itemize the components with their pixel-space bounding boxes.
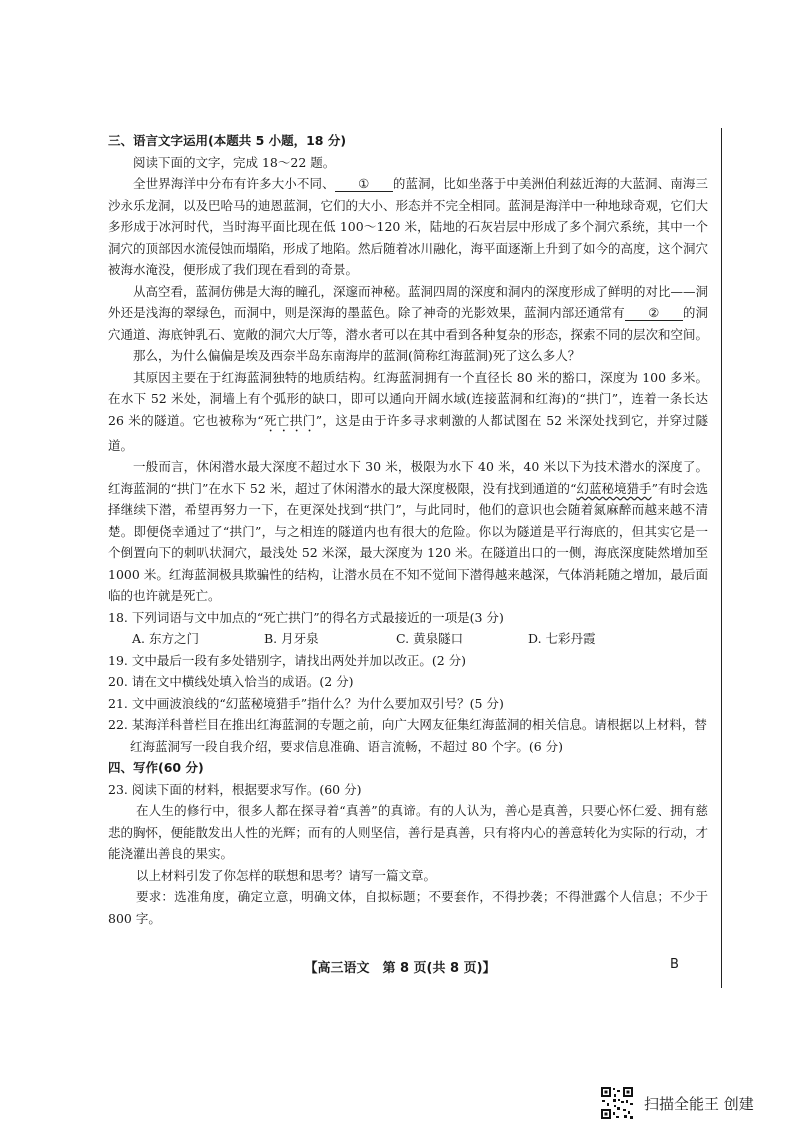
- passage-paragraph-2: [108, 281, 708, 346]
- para4-text-a: 其原因主要在于红海蓝洞独特的地质结构。红海蓝洞拥有一个直径长 80 米的豁口，深度为 100 多米。在水下 52 米处，洞墙上有个弧形的缺口，即可以通向开阔水域(连接蓝洞和红海)的“拱门”，连着一条长达 26 米的隧道。它也被称为“: [108, 369, 708, 428]
- section4-heading: 四、写作(60 分): [108, 760, 204, 775]
- para5-text-a: 一般而言，休闲潜水最大深度不超过水下 30 米，极限为水下 40 米，40 米以下为技术潜水的深度了。红海蓝洞的“拱门”在水下 52 米，超过了休闲潜水的最大深度极限，没有找到通道的“: [108, 459, 708, 496]
- essay-material: 在人生的修行中，很多人都在探寻着“真善”的真谛。有的人认为，善心是真善，只要心怀仁爱、拥有慈悲的胸怀，便能散发出人性的光辉；而有的人则坚信，善行是真善，只有将内心的善意转化为实际的行动，才能浇灌出善良的果实。: [108, 803, 709, 861]
- passage-paragraph-5: [108, 456, 708, 607]
- exam-page-content: [108, 130, 708, 929]
- question-20: 20. 请在文中横线处填入恰当的成语。(2 分): [108, 674, 354, 689]
- question-19: 19. 文中最后一段有多处错别字，请找出两处并加以改正。(2 分): [108, 652, 467, 668]
- para1-text-b: 的蓝洞，比如坐落于中美洲伯利兹近海的大蓝洞、南海三沙永乐龙洞，以及巴哈马的迪恩蓝洞，它们的大小、形态并不完全相同。蓝洞是海洋中一种地球奇观，它们大多形成于冰河时代，当时海平面比现在低 100～120 米，陆地的石灰岩层中形成了多个洞穴系统，其中一个洞穴的顶部因水流侵蚀而塌陷，形成了地陷。然后随着冰川融化，海平面逐渐上升到了如今的高度，这个洞穴被海水淹没，便形成了我们现在看到的奇景。: [108, 176, 709, 277]
- para5-text-b: ”有时会选择继续下潜，希望再努力一下，在更深处找到“拱门”，与此同时，他们的意识也会随着氮麻醉而越来越不清楚。即便侥幸通过了“拱门”，与之相连的隧道内也有很大的危险。你以为隧道是平行海底的，但其实它是一个倒置向下的刺叭状洞穴，最浅处 52 米深，最大深度为 120 米。在隧道出口的一侧，海底深度陡然增加至 1000 米。红海蓝洞极具欺骗性的结构，让潜水员在不知不觉间下潜得越来越深，气体消耗随之增加，最后面临的也许就是死亡。: [108, 480, 708, 603]
- question-18-options: [108, 628, 708, 650]
- watermark-text: 扫描全能王 创建: [644, 1094, 754, 1113]
- page-footer: 【高三语文 第 8 页(共 8 页)】: [304, 961, 496, 976]
- scanner-watermark: [600, 1086, 754, 1120]
- question-22: 22. 某海洋科普栏目在推出红海蓝洞的专题之前，向广大网友征集红海蓝洞的相关信息。请根据以上材料，替红海蓝洞写一段自我介绍，要求信息准确、语言流畅，不超过 80 个字。(6 分): [108, 717, 707, 754]
- dotted-term-death-arch: 死亡拱门: [263, 412, 316, 428]
- passage-paragraph-1: [108, 173, 708, 281]
- section3-heading: 三、语言文字运用(本题共 5 小题，18 分): [108, 133, 347, 148]
- wavy-term-hunter: 幻蓝秘境猎手: [576, 480, 652, 496]
- option-a: A. 东方之门: [132, 631, 199, 646]
- para1-text-a: 全世界海洋中分布有许多大小不同、: [133, 176, 335, 191]
- para2-text-a: 从高空看，蓝洞仿佛是大海的瞳孔，深邃而神秘。蓝洞四周的深度和洞内的深度形成了鲜明的对比——洞外还是浅海的翠绿色，而洞中，则是深海的墨蓝色。除了神奇的光影效果，蓝洞内部还通常有: [108, 283, 709, 320]
- essay-requirements: 要求：选准角度，确定立意，明确文体，自拟标题；不要套作，不得抄袭；不得泄露个人信息；不少于 800 字。: [108, 889, 708, 926]
- option-b: B. 月牙泉: [264, 631, 319, 646]
- question-18: 18. 下列词语与文中加点的“死亡拱门”的得名方式最接近的一项是(3 分): [108, 609, 504, 625]
- question-21: 21. 文中画波浪线的“幻蓝秘境猎手”指什么？为什么要加双引号？(5 分): [108, 695, 504, 711]
- essay-prompt: [108, 800, 708, 929]
- option-d: D. 七彩丹霞: [528, 631, 596, 646]
- paper-version: B: [670, 957, 679, 972]
- passage-paragraph-3: 那么，为什么偏偏是埃及西奈半岛东南海岸的蓝洞(简称红海蓝洞)死了这么多人？: [133, 348, 581, 363]
- section3-instruction: 阅读下面的文字，完成 18～22 题。: [133, 154, 336, 170]
- para4-text-b: ”，这是由于许多寻求刺激的人都试图在 52 米深处找到它，并穿过隧道。: [108, 412, 708, 453]
- fill-blank-2: ②: [625, 306, 683, 321]
- qr-code-icon: [600, 1086, 634, 1120]
- passage-paragraph-4: [108, 367, 708, 457]
- para2-text-b: 的洞穴通道、海底钟乳石、宽敞的洞穴大厅等，潜水者可以在其中看到各种复杂的形态，探索不同的层次和空间。: [108, 305, 709, 342]
- question-23: 23. 阅读下面的材料，根据要求写作。(60 分): [108, 781, 362, 797]
- essay-prompt-line: 以上材料引发了你怎样的联想和思考？请写一篇文章。: [136, 867, 437, 883]
- margin-line: [721, 128, 722, 988]
- option-c: C. 黄泉隧口: [396, 631, 464, 646]
- fill-blank-1: ①: [335, 177, 393, 192]
